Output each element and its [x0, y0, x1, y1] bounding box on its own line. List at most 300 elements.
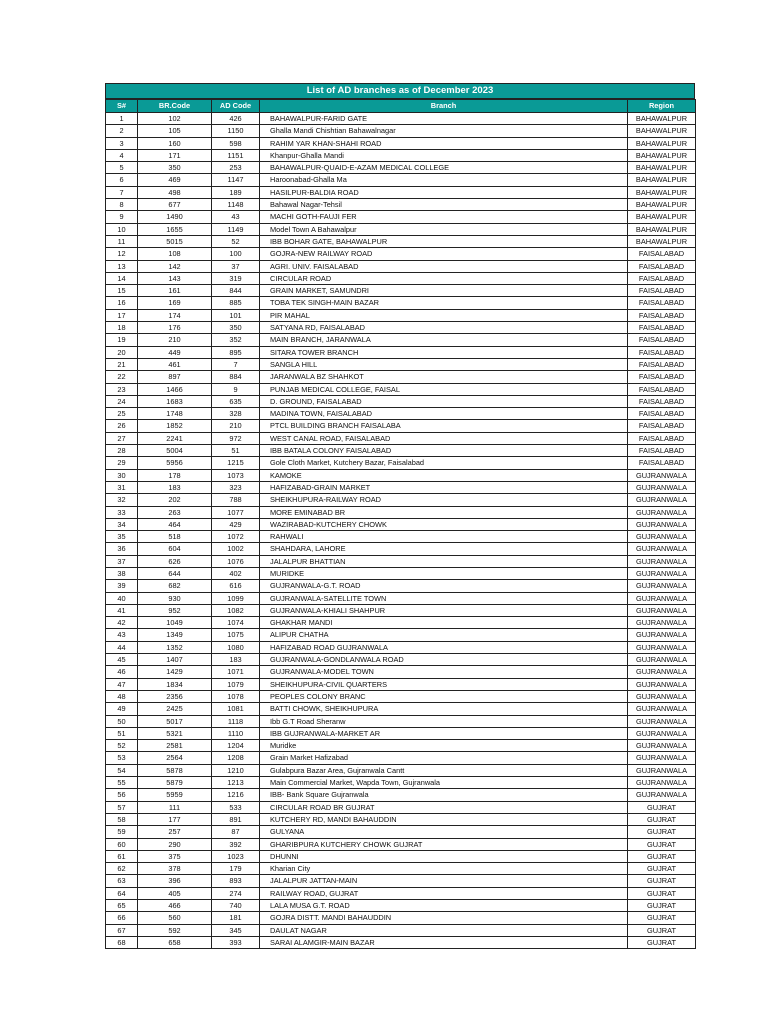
table-row [106, 826, 696, 838]
branch-cell: GUJRANWALA-KHIALI SHAHPUR [260, 604, 628, 616]
table-row [106, 322, 696, 334]
region-cell: FAISALABAD [628, 457, 696, 469]
br-code-cell: 2425 [138, 703, 212, 715]
br-code-cell: 1349 [138, 629, 212, 641]
br-code-cell: 375 [138, 850, 212, 862]
table-row [106, 248, 696, 260]
br-code-cell: 290 [138, 838, 212, 850]
table-row [106, 863, 696, 875]
region-cell: FAISALABAD [628, 285, 696, 297]
branch-cell: MURIDKE [260, 567, 628, 579]
ad-code-cell: 1216 [212, 789, 260, 801]
branch-cell: IBB BATALA COLONY FAISALABAD [260, 445, 628, 457]
ad-code-cell: 893 [212, 875, 260, 887]
ad-code-cell: 635 [212, 395, 260, 407]
ad-code-cell: 1204 [212, 740, 260, 752]
table-row [106, 629, 696, 641]
br-code-cell: 5959 [138, 789, 212, 801]
ad-code-cell: 7 [212, 358, 260, 370]
table-row [106, 752, 696, 764]
table-row [106, 309, 696, 321]
branch-table [105, 99, 696, 949]
br-code-cell: 111 [138, 801, 212, 813]
br-code-cell: 682 [138, 580, 212, 592]
br-code-cell: 1852 [138, 420, 212, 432]
br-code-cell: 626 [138, 555, 212, 567]
branch-cell: WEST CANAL ROAD, FAISALABAD [260, 432, 628, 444]
branch-cell: GUJRANWALA-SATELLITE TOWN [260, 592, 628, 604]
br-code-cell: 2564 [138, 752, 212, 764]
region-cell: FAISALABAD [628, 309, 696, 321]
serial-cell: 7 [106, 186, 138, 198]
region-cell: GUJRANWALA [628, 690, 696, 702]
serial-cell: 29 [106, 457, 138, 469]
serial-cell: 12 [106, 248, 138, 260]
region-cell: GUJRAT [628, 826, 696, 838]
branch-cell: CIRCULAR ROAD [260, 272, 628, 284]
table-row [106, 850, 696, 862]
ad-code-cell: 788 [212, 494, 260, 506]
region-cell: GUJRAT [628, 875, 696, 887]
table-row [106, 445, 696, 457]
region-cell: GUJRAT [628, 850, 696, 862]
ad-code-cell: 100 [212, 248, 260, 260]
region-cell: GUJRAT [628, 838, 696, 850]
serial-cell: 14 [106, 272, 138, 284]
br-code-cell: 169 [138, 297, 212, 309]
branch-cell: BAHAWALPUR-FARID GATE [260, 113, 628, 125]
branch-cell: HASILPUR-BALDIA ROAD [260, 186, 628, 198]
branch-cell: GHARIBPURA KUTCHERY CHOWK GUJRAT [260, 838, 628, 850]
table-row [106, 297, 696, 309]
table-row [106, 813, 696, 825]
region-cell: GUJRANWALA [628, 555, 696, 567]
serial-cell: 11 [106, 235, 138, 247]
table-row [106, 580, 696, 592]
table-row [106, 592, 696, 604]
branch-cell: GULYANA [260, 826, 628, 838]
br-code-cell: 1834 [138, 678, 212, 690]
branch-cell: MAIN BRANCH, JARANWALA [260, 334, 628, 346]
col-header-br-code: BR.Code [138, 100, 212, 113]
serial-cell: 34 [106, 518, 138, 530]
br-code-cell: 161 [138, 285, 212, 297]
table-row [106, 469, 696, 481]
region-cell: FAISALABAD [628, 358, 696, 370]
table-row [106, 727, 696, 739]
table-row [106, 543, 696, 555]
ad-code-cell: 402 [212, 567, 260, 579]
serial-cell: 66 [106, 912, 138, 924]
region-cell: FAISALABAD [628, 420, 696, 432]
br-code-cell: 897 [138, 371, 212, 383]
ad-code-cell: 1079 [212, 678, 260, 690]
br-code-cell: 5956 [138, 457, 212, 469]
br-code-cell: 142 [138, 260, 212, 272]
ad-code-cell: 1213 [212, 777, 260, 789]
serial-cell: 33 [106, 506, 138, 518]
br-code-cell: 1466 [138, 383, 212, 395]
ad-code-cell: 1148 [212, 199, 260, 211]
ad-code-cell: 51 [212, 445, 260, 457]
ad-code-cell: 1082 [212, 604, 260, 616]
table-row [106, 764, 696, 776]
branch-cell: WAZIRABAD-KUTCHERY CHOWK [260, 518, 628, 530]
table-row [106, 272, 696, 284]
serial-cell: 56 [106, 789, 138, 801]
br-code-cell: 2581 [138, 740, 212, 752]
br-code-cell: 1748 [138, 408, 212, 420]
br-code-cell: 177 [138, 813, 212, 825]
region-cell: FAISALABAD [628, 408, 696, 420]
serial-cell: 58 [106, 813, 138, 825]
col-header-branch: Branch [260, 100, 628, 113]
serial-cell: 16 [106, 297, 138, 309]
region-cell: GUJRANWALA [628, 506, 696, 518]
br-code-cell: 518 [138, 531, 212, 543]
table-row [106, 900, 696, 912]
serial-cell: 63 [106, 875, 138, 887]
ad-code-cell: 1210 [212, 764, 260, 776]
serial-cell: 59 [106, 826, 138, 838]
region-cell: GUJRANWALA [628, 518, 696, 530]
table-row [106, 199, 696, 211]
serial-cell: 47 [106, 678, 138, 690]
serial-cell: 35 [106, 531, 138, 543]
ad-code-cell: 43 [212, 211, 260, 223]
branch-cell: Haroonabad-Ghalla Ma [260, 174, 628, 186]
branch-cell: SHAHDARA, LAHORE [260, 543, 628, 555]
serial-cell: 30 [106, 469, 138, 481]
br-code-cell: 466 [138, 900, 212, 912]
serial-cell: 62 [106, 863, 138, 875]
branch-cell: SITARA TOWER BRANCH [260, 346, 628, 358]
region-cell: BAHAWALPUR [628, 174, 696, 186]
serial-cell: 37 [106, 555, 138, 567]
ad-code-cell: 1099 [212, 592, 260, 604]
branch-cell: Ibb G.T Road Sheranw [260, 715, 628, 727]
branch-cell: LALA MUSA G.T. ROAD [260, 900, 628, 912]
table-row [106, 654, 696, 666]
ad-code-cell: 1080 [212, 641, 260, 653]
table-row [106, 912, 696, 924]
ad-code-cell: 1208 [212, 752, 260, 764]
branch-cell: D. GROUND, FAISALABAD [260, 395, 628, 407]
region-cell: BAHAWALPUR [628, 149, 696, 161]
table-row [106, 420, 696, 432]
table-row [106, 666, 696, 678]
table-row [106, 924, 696, 936]
br-code-cell: 930 [138, 592, 212, 604]
table-row [106, 408, 696, 420]
region-cell: FAISALABAD [628, 432, 696, 444]
table-row [106, 383, 696, 395]
table-row [106, 789, 696, 801]
region-cell: GUJRANWALA [628, 641, 696, 653]
ad-code-cell: 1149 [212, 223, 260, 235]
branch-cell: MACHI GOTH-FAUJI FER [260, 211, 628, 223]
region-cell: GUJRANWALA [628, 678, 696, 690]
serial-cell: 64 [106, 887, 138, 899]
branch-cell: IBB- Bank Square Gujranwala [260, 789, 628, 801]
serial-cell: 8 [106, 199, 138, 211]
serial-cell: 61 [106, 850, 138, 862]
ad-code-cell: 891 [212, 813, 260, 825]
br-code-cell: 405 [138, 887, 212, 899]
branch-cell: SANGLA HILL [260, 358, 628, 370]
serial-cell: 46 [106, 666, 138, 678]
ad-code-cell: 189 [212, 186, 260, 198]
br-code-cell: 174 [138, 309, 212, 321]
region-cell: BAHAWALPUR [628, 211, 696, 223]
region-cell: GUJRANWALA [628, 666, 696, 678]
br-code-cell: 2356 [138, 690, 212, 702]
branch-cell: GUJRANWALA-GONDLANWALA ROAD [260, 654, 628, 666]
table-row [106, 186, 696, 198]
region-cell: FAISALABAD [628, 272, 696, 284]
branch-cell: RAHWALI [260, 531, 628, 543]
serial-cell: 27 [106, 432, 138, 444]
ad-code-cell: 323 [212, 481, 260, 493]
ad-code-cell: 972 [212, 432, 260, 444]
ad-code-cell: 616 [212, 580, 260, 592]
region-cell: GUJRANWALA [628, 567, 696, 579]
col-header-serial: S# [106, 100, 138, 113]
br-code-cell: 461 [138, 358, 212, 370]
table-row [106, 531, 696, 543]
table-row [106, 801, 696, 813]
serial-cell: 57 [106, 801, 138, 813]
ad-code-cell: 533 [212, 801, 260, 813]
table-row [106, 260, 696, 272]
ad-code-cell: 1074 [212, 617, 260, 629]
branch-cell: Main Commercial Market, Wapda Town, Gujranwala [260, 777, 628, 789]
serial-cell: 18 [106, 322, 138, 334]
region-cell: BAHAWALPUR [628, 186, 696, 198]
region-cell: GUJRANWALA [628, 592, 696, 604]
serial-cell: 1 [106, 113, 138, 125]
br-code-cell: 658 [138, 936, 212, 948]
serial-cell: 52 [106, 740, 138, 752]
br-code-cell: 143 [138, 272, 212, 284]
serial-cell: 45 [106, 654, 138, 666]
br-code-cell: 1049 [138, 617, 212, 629]
ad-code-cell: 426 [212, 113, 260, 125]
serial-cell: 51 [106, 727, 138, 739]
branch-cell: RAILWAY ROAD, GUJRAT [260, 887, 628, 899]
serial-cell: 19 [106, 334, 138, 346]
br-code-cell: 350 [138, 162, 212, 174]
branch-cell: SHEIKHUPURA-RAILWAY ROAD [260, 494, 628, 506]
br-code-cell: 396 [138, 875, 212, 887]
table-row [106, 506, 696, 518]
table-row [106, 285, 696, 297]
serial-cell: 17 [106, 309, 138, 321]
branch-cell: JALALPUR JATTAN-MAIN [260, 875, 628, 887]
ad-code-cell: 895 [212, 346, 260, 358]
region-cell: GUJRANWALA [628, 543, 696, 555]
branch-cell: DAULAT NAGAR [260, 924, 628, 936]
ad-code-cell: 1072 [212, 531, 260, 543]
ad-code-cell: 429 [212, 518, 260, 530]
ad-code-cell: 1076 [212, 555, 260, 567]
table-row [106, 174, 696, 186]
branch-cell: ALIPUR CHATHA [260, 629, 628, 641]
region-cell: GUJRANWALA [628, 469, 696, 481]
table-row [106, 457, 696, 469]
ad-code-cell: 352 [212, 334, 260, 346]
serial-cell: 6 [106, 174, 138, 186]
serial-cell: 65 [106, 900, 138, 912]
branch-cell: IBB GUJRANWALA-MARKET AR [260, 727, 628, 739]
branch-cell: Muridke [260, 740, 628, 752]
ad-code-cell: 101 [212, 309, 260, 321]
br-code-cell: 202 [138, 494, 212, 506]
col-header-region: Region [628, 100, 696, 113]
table-row [106, 604, 696, 616]
br-code-cell: 378 [138, 863, 212, 875]
ad-code-cell: 392 [212, 838, 260, 850]
branch-cell: GUJRANWALA-MODEL TOWN [260, 666, 628, 678]
branch-cell: DHUNNI [260, 850, 628, 862]
region-cell: GUJRANWALA [628, 604, 696, 616]
region-cell: GUJRANWALA [628, 481, 696, 493]
region-cell: GUJRAT [628, 924, 696, 936]
table-row [106, 334, 696, 346]
region-cell: GUJRAT [628, 863, 696, 875]
region-cell: BAHAWALPUR [628, 125, 696, 137]
br-code-cell: 1429 [138, 666, 212, 678]
br-code-cell: 102 [138, 113, 212, 125]
serial-cell: 43 [106, 629, 138, 641]
br-code-cell: 644 [138, 567, 212, 579]
ad-code-cell: 181 [212, 912, 260, 924]
table-row [106, 432, 696, 444]
branch-cell: CIRCULAR ROAD BR GUJRAT [260, 801, 628, 813]
header-row [106, 100, 696, 113]
branch-cell: MORE EMINABAD BR [260, 506, 628, 518]
ad-code-cell: 1150 [212, 125, 260, 137]
table-row [106, 740, 696, 752]
branch-list-sheet [105, 83, 695, 949]
branch-cell: GHAKHAR MANDI [260, 617, 628, 629]
table-row [106, 137, 696, 149]
region-cell: GUJRAT [628, 900, 696, 912]
table-row [106, 346, 696, 358]
branch-cell: PIR MAHAL [260, 309, 628, 321]
serial-cell: 22 [106, 371, 138, 383]
table-row [106, 936, 696, 948]
table-row [106, 358, 696, 370]
region-cell: GUJRANWALA [628, 629, 696, 641]
br-code-cell: 183 [138, 481, 212, 493]
br-code-cell: 105 [138, 125, 212, 137]
ad-code-cell: 598 [212, 137, 260, 149]
table-row [106, 371, 696, 383]
region-cell: GUJRANWALA [628, 715, 696, 727]
ad-code-cell: 87 [212, 826, 260, 838]
region-cell: GUJRAT [628, 887, 696, 899]
region-cell: FAISALABAD [628, 322, 696, 334]
table-row [106, 567, 696, 579]
br-code-cell: 592 [138, 924, 212, 936]
region-cell: BAHAWALPUR [628, 162, 696, 174]
region-cell: BAHAWALPUR [628, 199, 696, 211]
ad-code-cell: 1110 [212, 727, 260, 739]
ad-code-cell: 52 [212, 235, 260, 247]
br-code-cell: 210 [138, 334, 212, 346]
ad-code-cell: 1075 [212, 629, 260, 641]
table-row [106, 641, 696, 653]
branch-cell: MADINA TOWN, FAISALABAD [260, 408, 628, 420]
region-cell: GUJRAT [628, 813, 696, 825]
ad-code-cell: 37 [212, 260, 260, 272]
serial-cell: 15 [106, 285, 138, 297]
branch-cell: TOBA TEK SINGH-MAIN BAZAR [260, 297, 628, 309]
region-cell: GUJRANWALA [628, 727, 696, 739]
branch-cell: HAFIZABAD ROAD GUJRANWALA [260, 641, 628, 653]
branch-cell: JARANWALA BZ SHAHKOT [260, 371, 628, 383]
table-row [106, 125, 696, 137]
serial-cell: 48 [106, 690, 138, 702]
region-cell: FAISALABAD [628, 260, 696, 272]
ad-code-cell: 1073 [212, 469, 260, 481]
branch-cell: SARAI ALAMGIR-MAIN BAZAR [260, 936, 628, 948]
ad-code-cell: 1151 [212, 149, 260, 161]
table-row [106, 703, 696, 715]
ad-code-cell: 1081 [212, 703, 260, 715]
col-header-ad-code: AD Code [212, 100, 260, 113]
table-row [106, 777, 696, 789]
ad-code-cell: 9 [212, 383, 260, 395]
branch-cell: Grain Market Hafizabad [260, 752, 628, 764]
branch-cell: Kharian City [260, 863, 628, 875]
branch-cell: GUJRANWALA-G.T. ROAD [260, 580, 628, 592]
serial-cell: 55 [106, 777, 138, 789]
serial-cell: 31 [106, 481, 138, 493]
table-row [106, 235, 696, 247]
serial-cell: 53 [106, 752, 138, 764]
table-row [106, 149, 696, 161]
serial-cell: 3 [106, 137, 138, 149]
br-code-cell: 2241 [138, 432, 212, 444]
serial-cell: 54 [106, 764, 138, 776]
region-cell: GUJRANWALA [628, 494, 696, 506]
branch-cell: BATTI CHOWK, SHEIKHUPURA [260, 703, 628, 715]
ad-code-cell: 393 [212, 936, 260, 948]
ad-code-cell: 210 [212, 420, 260, 432]
region-cell: GUJRAT [628, 936, 696, 948]
table-row [106, 555, 696, 567]
table-row [106, 223, 696, 235]
region-cell: GUJRANWALA [628, 703, 696, 715]
serial-cell: 20 [106, 346, 138, 358]
serial-cell: 67 [106, 924, 138, 936]
branch-cell: GOJRA-NEW RAILWAY ROAD [260, 248, 628, 260]
serial-cell: 32 [106, 494, 138, 506]
ad-code-cell: 1078 [212, 690, 260, 702]
serial-cell: 38 [106, 567, 138, 579]
br-code-cell: 178 [138, 469, 212, 481]
serial-cell: 23 [106, 383, 138, 395]
br-code-cell: 176 [138, 322, 212, 334]
br-code-cell: 498 [138, 186, 212, 198]
br-code-cell: 604 [138, 543, 212, 555]
branch-cell: RAHIM YAR KHAN-SHAHI ROAD [260, 137, 628, 149]
serial-cell: 4 [106, 149, 138, 161]
serial-cell: 24 [106, 395, 138, 407]
ad-code-cell: 884 [212, 371, 260, 383]
